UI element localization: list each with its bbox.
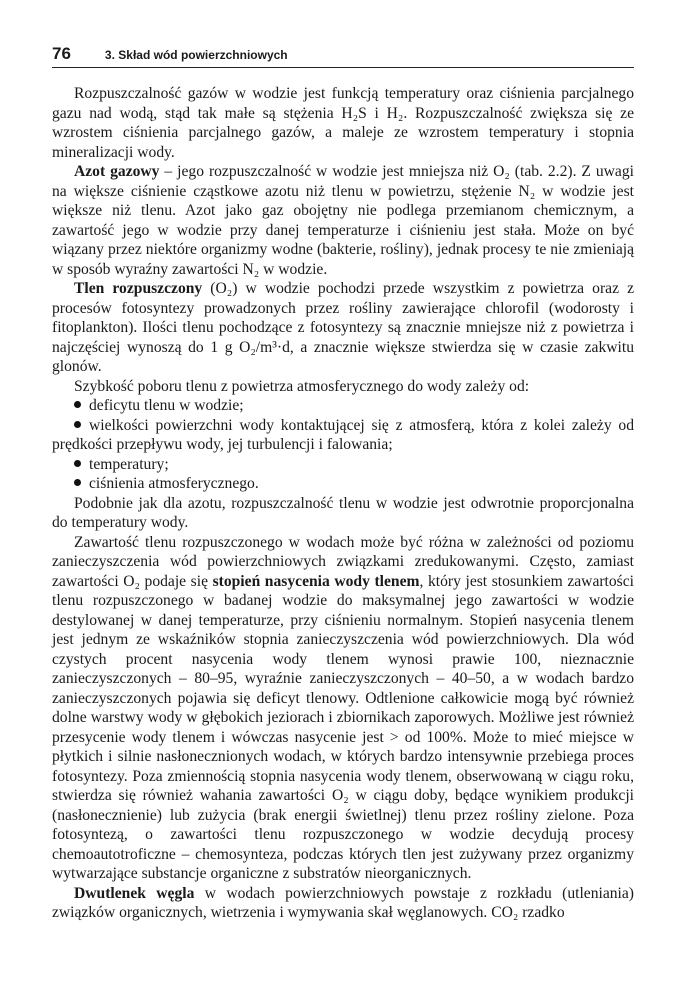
list-item: temperatury; <box>52 455 634 475</box>
term-stopien-nasycenia: stopień nasycenia wody tlenem <box>212 572 420 590</box>
bullet-icon <box>74 421 81 428</box>
paragraph-oxygen-uptake: Szybkość poboru tlenu z powietrza atmosferycznego do wody zależy od: <box>74 377 530 395</box>
paragraph-gas-solubility: Rozpuszczalność gazów w wodzie jest funkcją temperatury oraz ciśnienia parcjalnego gazu nad wodą, stąd tak małe są stężenia H₂S i H₂. Rozpuszczalność zwiększa się ze wzrostem ciśnienia parcjalnego gazów, a maleje ze wzrostem temperatury i stopnia mineralizacji wody. <box>52 85 634 161</box>
term-tlen-rozpuszczony: Tlen rozpuszczony <box>74 280 203 297</box>
page-header <box>52 44 634 68</box>
paragraph-oxygen-temperature: Podobnie jak dla azotu, rozpuszczalność tlenu w wodzie jest odwrotnie proporcjonalna do temperatury wody. <box>52 494 634 531</box>
bullet-icon <box>74 401 81 408</box>
term-dwutlenek-wegla: Dwutlenek węgla <box>74 884 195 902</box>
bullet-icon <box>74 479 81 486</box>
paragraph-dissolved-oxygen: Tlen rozpuszczony (O₂) w wodzie pochodzi przede wszystkim z powietrza oraz z procesów fotosyntezy prowadzonych przez rośliny zawierające chlorofil (wodorosty i fitoplankton). Ilości tlenu pochodzące z fotosyntezy są znacznie mniejsze niż z powietrza i najczęściej wynoszą do 1 g O₂/m³·d, a znacznie większe stwierdza się w czasie zakwitu glonów. <box>52 280 634 375</box>
paragraph-carbon-dioxide: Dwutlenek węgla w wodach powierzchniowych powstaje z rozkładu (utleniania) związków organicznych, wietrzenia i wymywania skał węglanowych. CO₂ rzadko <box>52 884 634 921</box>
running-title: 3. Skład wód powierzchniowych <box>104 48 288 62</box>
list-item: wielkości powierzchni wody kontaktującej się z atmosferą, która z kolei zależy od prędkości przepływu wody, jej turbulencji i falowania; <box>52 416 634 453</box>
list-item: deficytu tlenu w wodzie; <box>52 396 634 416</box>
page-number: 76 <box>52 44 71 63</box>
body-text <box>52 84 634 923</box>
paragraph-nitrogen: Azot gazowy – jego rozpuszczalność w wodzie jest mniejsza niż O₂ (tab. 2.2). Z uwagi na większe ciśnienie cząstkowe azotu niż tlenu w powietrzu, stężenie N₂ w wodzie jest większe niż tlenu. Azot jako gaz obojętny nie podlega przemianom chemicznym, a zawartość jego w wodzie przy danej temperaturze i ciśnieniu jest stała. Może on być wiązany przez niektóre organizmy wodne (bakterie, rośliny), jednak procesy te nie zmieniają w sposób wyraźny zawartości N₂ w wodzie. <box>52 163 634 278</box>
paragraph-oxygen-saturation: Zawartość tlenu rozpuszczonego w wodach może być różna w zależności od poziomu zanieczyszczenia wód powierzchniowych związkami zredukowanymi. Często, zamiast zawartości O₂ podaje się stopień nasycenia wody tlenem, który jest stosunkiem zawartości tlenu rozpuszczonego w badanej wodzie do maksymalnej jego zawartości w wodzie destylowanej w danej temperaturze, przy ciśnieniu normalnym. Stopień nasycenia tlenem jest jednym ze wskaźników stopnia zanieczyszczenia wód powierzchniowych. Dla wód czystych procent nasycenia wody tlenem wynosi prawie 100, nieznacznie zanieczyszczonych – 80–95, wyraźnie zanieczyszczonych – 40–50, a w wodach bardzo zanieczyszczonych pojawia się deficyt tlenowy. Odtlenione całkowicie mogą być również dolne warstwy wody w głębokich jeziorach i zbiornikach zaporowych. Możliwe jest również przesycenie wody tlenem i wówczas nasycenie jest > od 100%. Może to mieć miejsce w płytkich i silnie nasłonecznionych wodach, w których bardzo intensywnie przebiega proces fotosyntezy. Poza zmiennością stopnia nasycenia wody tlenem, obserwowaną w ciągu roku, stwierdza się również wahania zawartości O₂ w ciągu doby, będące wynikiem produkcji (nasłonecznienie) lub zużycia (brak energii świetlnej) tlenu przez rośliny zielone. Poza fotosyntezą, o zawartości tlenu rozpuszczonego w wodzie decydują procesy chemoautotroficzne – chemosynteza, podczas których tlen jest zużywany przez organizmy wytwarzające substancje organiczne z substratów nieorganicznych. <box>52 533 635 882</box>
list-item: ciśnienia atmosferycznego. <box>52 474 634 494</box>
bullet-icon <box>74 460 81 467</box>
term-azot-gazowy: Azot gazowy <box>74 163 160 180</box>
document-page <box>52 44 634 923</box>
